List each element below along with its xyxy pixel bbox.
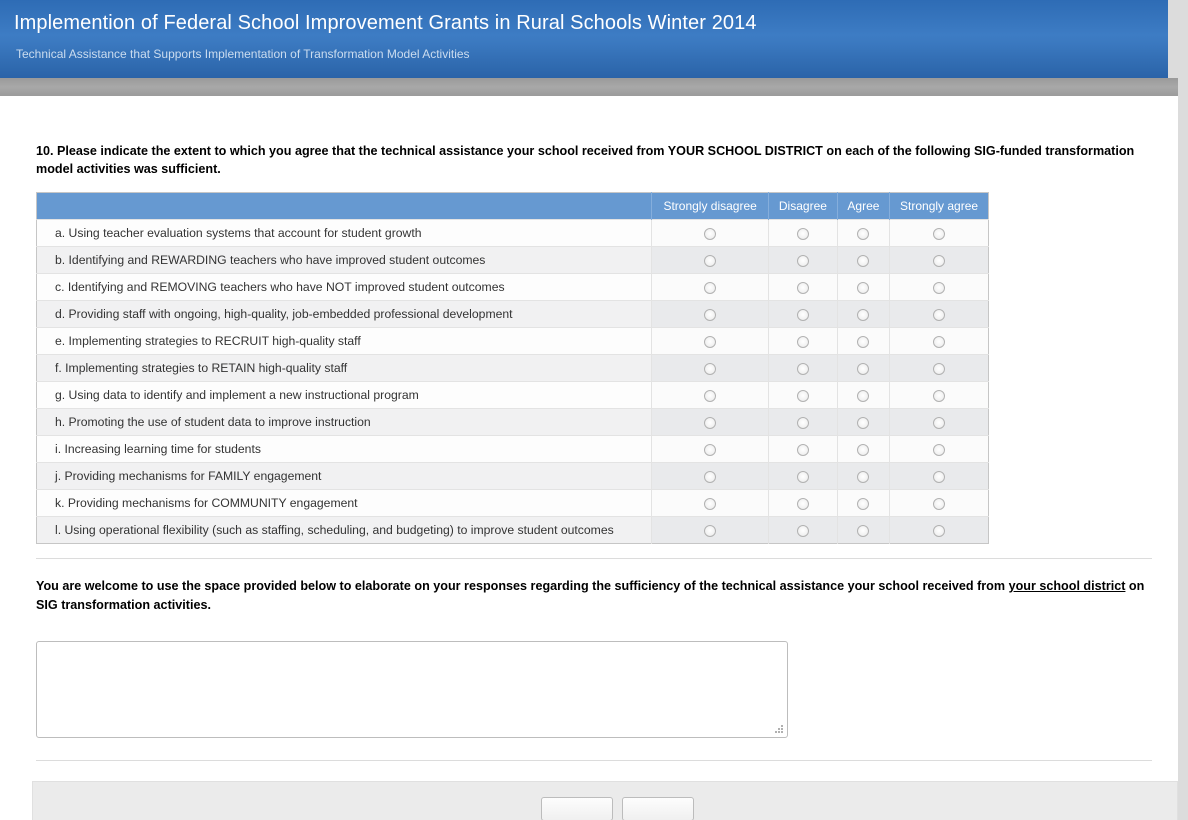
response-matrix-table xyxy=(36,192,989,544)
matrix-cell[interactable] xyxy=(890,274,989,301)
radio-button[interactable] xyxy=(933,255,945,267)
question-prompt-part1: 10. Please indicate the extent to which you agree that the technical assistance your school received from xyxy=(36,144,668,158)
matrix-cell[interactable] xyxy=(652,463,769,490)
radio-button[interactable] xyxy=(857,471,869,483)
table-row xyxy=(37,274,989,301)
survey-footer xyxy=(32,781,1178,820)
radio-button[interactable] xyxy=(857,228,869,240)
radio-button[interactable] xyxy=(797,309,809,321)
radio-button[interactable] xyxy=(857,282,869,294)
radio-button[interactable] xyxy=(704,471,716,483)
radio-button[interactable] xyxy=(704,417,716,429)
matrix-cell[interactable] xyxy=(837,355,889,382)
radio-button[interactable] xyxy=(704,255,716,267)
table-row xyxy=(37,301,989,328)
matrix-cell[interactable] xyxy=(769,436,838,463)
radio-button[interactable] xyxy=(704,525,716,537)
radio-button[interactable] xyxy=(797,525,809,537)
matrix-cell[interactable] xyxy=(652,409,769,436)
radio-button[interactable] xyxy=(933,444,945,456)
matrix-cell[interactable] xyxy=(652,328,769,355)
radio-button[interactable] xyxy=(857,417,869,429)
table-row xyxy=(37,463,989,490)
radio-button[interactable] xyxy=(797,228,809,240)
radio-button[interactable] xyxy=(797,498,809,510)
radio-button[interactable] xyxy=(857,309,869,321)
matrix-cell[interactable] xyxy=(769,382,838,409)
radio-button[interactable] xyxy=(797,471,809,483)
matrix-cell[interactable] xyxy=(890,490,989,517)
matrix-row-label: a. Using teacher evaluation systems that account for student growth xyxy=(37,220,652,247)
radio-button[interactable] xyxy=(857,363,869,375)
matrix-col-strongly-disagree: Strongly disagree xyxy=(652,193,769,220)
radio-button[interactable] xyxy=(933,363,945,375)
page-subtitle: Technical Assistance that Supports Implementation of Transformation Model Activities xyxy=(16,47,470,61)
section-divider-1 xyxy=(36,558,1152,559)
header-right-edge xyxy=(1168,0,1178,78)
radio-button[interactable] xyxy=(857,390,869,402)
header-gray-band xyxy=(0,78,1178,96)
question-prompt xyxy=(36,142,1146,178)
footer-button-group xyxy=(541,797,694,820)
radio-button[interactable] xyxy=(857,255,869,267)
table-row xyxy=(37,220,989,247)
matrix-cell[interactable] xyxy=(652,490,769,517)
matrix-cell[interactable] xyxy=(769,409,838,436)
matrix-cell[interactable] xyxy=(652,247,769,274)
matrix-row-label: k. Providing mechanisms for COMMUNITY engagement xyxy=(37,490,652,517)
matrix-col-disagree: Disagree xyxy=(769,193,838,220)
survey-content xyxy=(0,142,1178,820)
matrix-cell[interactable] xyxy=(652,220,769,247)
page-header xyxy=(0,0,1178,78)
table-row xyxy=(37,436,989,463)
matrix-row-label: i. Increasing learning time for students xyxy=(37,436,652,463)
radio-button[interactable] xyxy=(704,363,716,375)
radio-button[interactable] xyxy=(933,417,945,429)
radio-button[interactable] xyxy=(933,228,945,240)
matrix-row-label: e. Implementing strategies to RECRUIT high-quality staff xyxy=(37,328,652,355)
table-row xyxy=(37,328,989,355)
section-divider-2 xyxy=(36,760,1152,761)
radio-button[interactable] xyxy=(797,255,809,267)
matrix-col-agree: Agree xyxy=(837,193,889,220)
matrix-row-label: d. Providing staff with ongoing, high-quality, job-embedded professional development xyxy=(37,301,652,328)
matrix-cell[interactable] xyxy=(652,274,769,301)
elaborate-instructions xyxy=(36,577,1151,615)
radio-button[interactable] xyxy=(933,471,945,483)
elaborate-part1: You are welcome to use the space provided below to elaborate on your responses regarding the sufficiency of the technical assistance your school received from xyxy=(36,579,1009,593)
matrix-row-label: f. Implementing strategies to RETAIN high-quality staff xyxy=(37,355,652,382)
radio-button[interactable] xyxy=(704,336,716,348)
table-row xyxy=(37,517,989,544)
matrix-cell[interactable] xyxy=(837,247,889,274)
table-row xyxy=(37,382,989,409)
radio-button[interactable] xyxy=(857,498,869,510)
matrix-cell[interactable] xyxy=(769,274,838,301)
matrix-cell[interactable] xyxy=(890,382,989,409)
matrix-cell[interactable] xyxy=(890,301,989,328)
matrix-cell[interactable] xyxy=(837,220,889,247)
matrix-row-label: j. Providing mechanisms for FAMILY engagement xyxy=(37,463,652,490)
matrix-cell[interactable] xyxy=(652,382,769,409)
radio-button[interactable] xyxy=(797,444,809,456)
matrix-cell[interactable] xyxy=(837,463,889,490)
matrix-cell[interactable] xyxy=(769,247,838,274)
matrix-cell[interactable] xyxy=(769,490,838,517)
matrix-cell[interactable] xyxy=(890,409,989,436)
table-row xyxy=(37,355,989,382)
matrix-cell[interactable] xyxy=(769,463,838,490)
matrix-blank-header xyxy=(37,193,652,220)
radio-button[interactable] xyxy=(933,390,945,402)
matrix-cell[interactable] xyxy=(837,382,889,409)
matrix-body xyxy=(37,220,989,544)
next-button[interactable] xyxy=(622,797,694,820)
elaborate-underlined: your school district xyxy=(1008,579,1126,593)
matrix-cell[interactable] xyxy=(769,301,838,328)
page-right-strip xyxy=(1178,0,1188,820)
radio-button[interactable] xyxy=(704,444,716,456)
matrix-cell[interactable] xyxy=(890,247,989,274)
comment-textarea[interactable] xyxy=(36,641,788,738)
prev-button[interactable] xyxy=(541,797,613,820)
radio-button[interactable] xyxy=(797,282,809,294)
matrix-cell[interactable] xyxy=(837,328,889,355)
matrix-row-label: b. Identifying and REWARDING teachers who have improved student outcomes xyxy=(37,247,652,274)
radio-button[interactable] xyxy=(857,444,869,456)
matrix-cell[interactable] xyxy=(652,301,769,328)
question-prompt-emphasis: YOUR SCHOOL DISTRICT xyxy=(667,144,823,158)
radio-button[interactable] xyxy=(704,309,716,321)
matrix-cell[interactable] xyxy=(890,328,989,355)
radio-button[interactable] xyxy=(797,417,809,429)
elaborate-part2: on SIG transformation activities. xyxy=(36,579,1145,612)
matrix-row-label: c. Identifying and REMOVING teachers who have NOT improved student outcomes xyxy=(37,274,652,301)
radio-button[interactable] xyxy=(857,336,869,348)
matrix-cell[interactable] xyxy=(652,517,769,544)
radio-button[interactable] xyxy=(933,282,945,294)
matrix-header-row xyxy=(37,193,989,220)
matrix-col-strongly-agree: Strongly agree xyxy=(890,193,989,220)
table-row xyxy=(37,490,989,517)
question-prompt-part2: on each of the following SIG-funded transformation model activities was sufficient. xyxy=(36,144,1135,176)
comment-area-wrapper xyxy=(36,641,788,738)
radio-button[interactable] xyxy=(933,525,945,537)
radio-button[interactable] xyxy=(933,336,945,348)
matrix-cell[interactable] xyxy=(769,517,838,544)
matrix-cell[interactable] xyxy=(769,328,838,355)
matrix-cell[interactable] xyxy=(890,220,989,247)
radio-button[interactable] xyxy=(704,498,716,510)
radio-button[interactable] xyxy=(704,282,716,294)
radio-button[interactable] xyxy=(797,363,809,375)
matrix-cell[interactable] xyxy=(890,436,989,463)
matrix-cell[interactable] xyxy=(890,355,989,382)
matrix-cell[interactable] xyxy=(837,301,889,328)
matrix-cell[interactable] xyxy=(837,409,889,436)
matrix-row-label: h. Promoting the use of student data to improve instruction xyxy=(37,409,652,436)
radio-button[interactable] xyxy=(704,228,716,240)
radio-button[interactable] xyxy=(933,498,945,510)
radio-button[interactable] xyxy=(797,336,809,348)
matrix-row-label: l. Using operational flexibility (such as staffing, scheduling, and budgeting) to improve student outcomes xyxy=(37,517,652,544)
matrix-cell[interactable] xyxy=(890,463,989,490)
radio-button[interactable] xyxy=(797,390,809,402)
radio-button[interactable] xyxy=(933,309,945,321)
matrix-cell[interactable] xyxy=(837,517,889,544)
page-title: Implemention of Federal School Improvement Grants in Rural Schools Winter 2014 xyxy=(14,12,757,34)
matrix-cell[interactable] xyxy=(837,436,889,463)
matrix-cell[interactable] xyxy=(769,220,838,247)
matrix-cell[interactable] xyxy=(890,517,989,544)
matrix-cell[interactable] xyxy=(652,355,769,382)
matrix-cell[interactable] xyxy=(769,355,838,382)
table-row xyxy=(37,409,989,436)
radio-button[interactable] xyxy=(857,525,869,537)
matrix-cell[interactable] xyxy=(652,436,769,463)
table-row xyxy=(37,247,989,274)
radio-button[interactable] xyxy=(704,390,716,402)
matrix-cell[interactable] xyxy=(837,274,889,301)
matrix-cell[interactable] xyxy=(837,490,889,517)
matrix-row-label: g. Using data to identify and implement a new instructional program xyxy=(37,382,652,409)
